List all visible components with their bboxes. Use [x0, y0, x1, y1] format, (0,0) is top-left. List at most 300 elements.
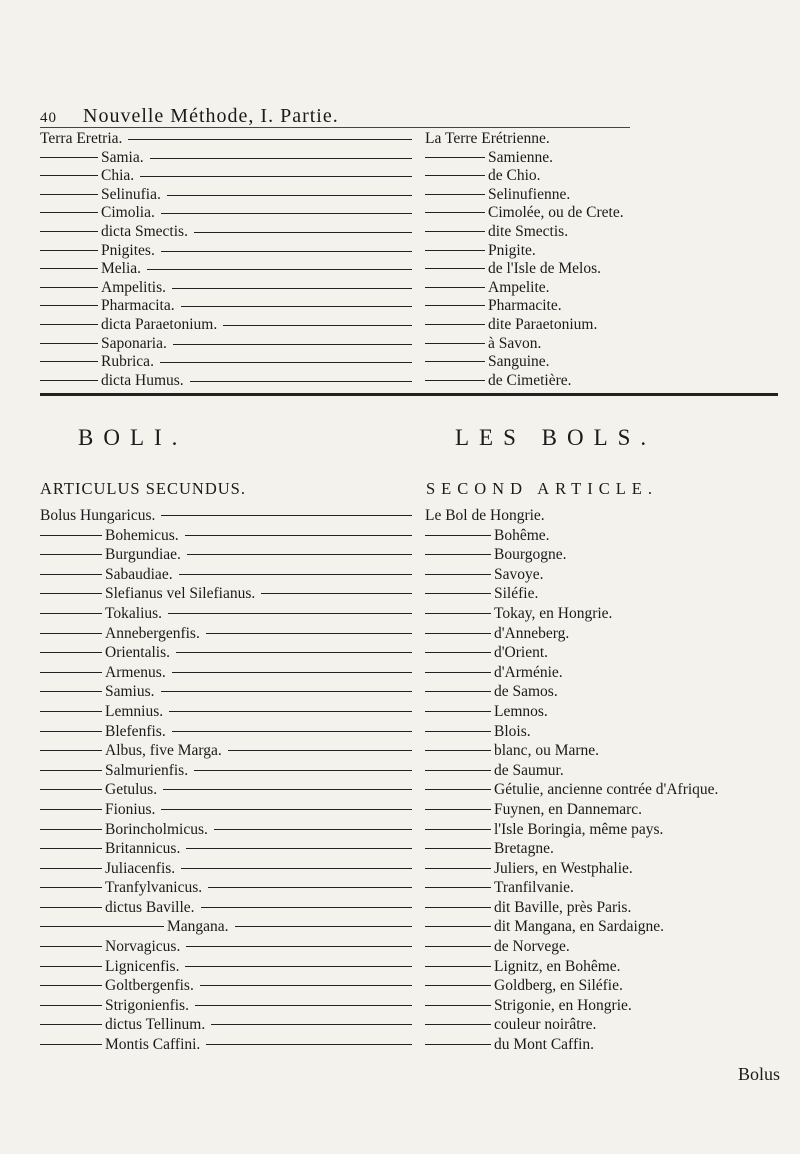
leader-fill [206, 633, 412, 634]
list-item [425, 1035, 795, 1055]
entry-text: Borincholmicus. [105, 820, 208, 838]
boli-list [40, 506, 412, 1055]
entry-text: Terra Eretria. [40, 130, 123, 147]
leader-dash [40, 305, 98, 306]
entry-text: Goldberg, en Siléfie. [494, 977, 623, 995]
leader-dash [425, 789, 491, 790]
leader-dash [425, 535, 491, 536]
leader-dash [425, 212, 485, 213]
leader-fill [161, 691, 412, 692]
entry-text: Orientalis. [105, 644, 170, 662]
leader-dash [425, 593, 491, 594]
leader-dash [40, 231, 98, 232]
entry-text: Saponaria. [101, 334, 167, 352]
entry-text: Cimolia. [101, 204, 155, 222]
leader-dash [40, 789, 102, 790]
leader-dash [425, 268, 485, 269]
leader-dash [425, 652, 491, 653]
leader-dash [40, 907, 102, 908]
entry-text: Tranfilvanie. [494, 879, 574, 897]
leader-dash [425, 194, 485, 195]
leader-fill [161, 251, 412, 252]
leader-dash [40, 175, 98, 176]
entry-text: Juliacenfis. [105, 859, 176, 877]
list-item [40, 167, 412, 186]
list-item [40, 741, 412, 761]
list-item [425, 526, 795, 546]
entry-text: d'Arménie. [494, 663, 563, 681]
leader-dash [40, 691, 102, 692]
entry-text: Juliers, en Westphalie. [494, 859, 633, 877]
leader-dash [425, 633, 491, 634]
list-item [40, 279, 412, 298]
list-item [40, 643, 412, 663]
list-item [425, 149, 761, 168]
list-item [425, 372, 761, 391]
list-item [40, 937, 412, 957]
leader-dash [40, 672, 102, 673]
leader-dash [425, 324, 485, 325]
leader-dash [425, 848, 491, 849]
list-item [425, 604, 795, 624]
leader-dash [425, 868, 491, 869]
leader-fill [161, 515, 412, 516]
leader-fill [163, 789, 412, 790]
entry-text: dicta Humus. [101, 371, 184, 389]
leader-fill [147, 269, 412, 270]
leader-dash [40, 848, 102, 849]
leader-fill [169, 711, 412, 712]
leader-fill [150, 158, 412, 159]
leader-dash [425, 691, 491, 692]
list-item [40, 242, 412, 261]
leader-fill [235, 926, 412, 927]
list-item [40, 260, 412, 279]
list-item [40, 702, 412, 722]
list-item [40, 297, 412, 316]
leader-dash [425, 305, 485, 306]
bols-list [425, 506, 795, 1055]
leader-dash [425, 946, 491, 947]
list-item [40, 663, 412, 683]
entry-text: Melia. [101, 260, 142, 278]
list-item [425, 839, 795, 859]
list-item [425, 859, 795, 879]
leader-fill [208, 887, 412, 888]
entry-text: de Saumur. [494, 761, 564, 779]
leader-dash [40, 809, 102, 810]
list-item [40, 722, 412, 742]
list-item [40, 820, 412, 840]
leader-fill [179, 574, 412, 575]
list-item [425, 204, 761, 223]
leader-fill [186, 946, 412, 947]
list-item [425, 186, 761, 205]
leader-dash [40, 613, 102, 614]
leader-dash [40, 380, 98, 381]
entry-text: Britannicus. [105, 840, 181, 858]
running-title: Nouvelle Méthode, I. Partie. [83, 105, 339, 127]
leader-dash [425, 809, 491, 810]
leader-dash [40, 887, 102, 888]
leader-dash [40, 829, 102, 830]
running-header [40, 105, 640, 127]
list-item [40, 316, 412, 335]
entry-text: Blefenfis. [105, 722, 166, 740]
leader-dash [40, 966, 102, 967]
leader-fill [181, 306, 412, 307]
entry-text: Rubrica. [101, 353, 154, 371]
boli-title: BOLI. [78, 425, 188, 450]
list-item [40, 372, 412, 391]
entry-text: Sanguine. [488, 353, 550, 371]
entry-text: Burgundiae. [105, 546, 181, 564]
entry-text: Samia. [101, 148, 144, 166]
leader-fill [167, 195, 412, 196]
leader-dash [40, 212, 98, 213]
leader-dash [425, 574, 491, 575]
leader-dash [40, 770, 102, 771]
entry-text: Ampelitis. [101, 278, 167, 296]
entry-text: Samienne. [488, 148, 553, 166]
list-item [40, 780, 412, 800]
list-item [40, 149, 412, 168]
entry-text: Ampelite. [488, 278, 550, 296]
entry-text: Fionius. [105, 800, 156, 818]
list-item [425, 297, 761, 316]
list-item [425, 545, 795, 565]
entry-text: Selinufia. [101, 185, 161, 203]
leader-dash [425, 985, 491, 986]
catchword: Bolus [738, 1064, 781, 1084]
list-item [40, 545, 412, 565]
leader-dash [425, 887, 491, 888]
leader-dash [40, 946, 102, 947]
leader-fill [172, 731, 412, 732]
list-item [425, 260, 761, 279]
leader-dash [425, 770, 491, 771]
entry-text: Norvagicus. [105, 938, 181, 956]
list-item [40, 682, 412, 702]
entry-text: Getulus. [105, 781, 158, 799]
list-item [40, 624, 412, 644]
leader-fill [201, 907, 412, 908]
leader-dash [425, 672, 491, 673]
leader-dash [425, 287, 485, 288]
entry-text: Albus, five Marga. [105, 742, 222, 760]
leader-dash [40, 731, 102, 732]
leader-fill [168, 613, 412, 614]
leader-dash [40, 1005, 102, 1006]
bols-subtitle: SECOND ARTICLE. [426, 479, 659, 498]
entry-text: dite Smectis. [488, 222, 569, 240]
leader-fill [261, 593, 412, 594]
leader-dash [40, 535, 102, 536]
list-item [40, 976, 412, 996]
list-item [40, 878, 412, 898]
entry-text: Chia. [101, 167, 135, 185]
leader-dash [425, 907, 491, 908]
section-divider [40, 393, 778, 396]
leader-dash [40, 926, 164, 927]
leader-fill [194, 232, 412, 233]
entry-text: Strigonie, en Hongrie. [494, 996, 632, 1014]
leader-fill [161, 213, 412, 214]
leader-fill [228, 750, 412, 751]
entry-text: Samius. [105, 683, 155, 701]
entry-text: La Terre Erétrienne. [425, 130, 550, 147]
list-item [425, 898, 795, 918]
list-item [40, 800, 412, 820]
leader-dash [425, 731, 491, 732]
leader-fill [200, 985, 412, 986]
leader-dash [40, 985, 102, 986]
leader-dash [40, 250, 98, 251]
list-item [425, 624, 795, 644]
entry-text: Blois. [494, 722, 531, 740]
entry-text: Strigonienfis. [105, 996, 189, 1014]
page-number: 40 [40, 110, 57, 126]
entry-text: Annebergenfis. [105, 624, 200, 642]
entry-text: blanc, ou Marne. [494, 742, 600, 760]
entry-text: Bohemicus. [105, 526, 179, 544]
list-item [40, 506, 412, 526]
entry-text: Lignitz, en Bohême. [494, 957, 621, 975]
entry-text: couleur noirâtre. [494, 1016, 597, 1034]
list-item [425, 996, 795, 1016]
list-item [40, 204, 412, 223]
entry-text: Sabaudiae. [105, 565, 173, 583]
leader-dash [40, 750, 102, 751]
leader-dash [425, 926, 491, 927]
entry-text: l'Isle Boringia, même pays. [494, 820, 664, 838]
leader-dash [425, 750, 491, 751]
leader-fill [128, 139, 412, 140]
leader-fill [140, 176, 412, 177]
leader-dash [40, 1024, 102, 1025]
leader-dash [425, 343, 485, 344]
entry-text: d'Anneberg. [494, 624, 570, 642]
list-item [425, 957, 795, 977]
leader-dash [40, 868, 102, 869]
list-item [40, 996, 412, 1016]
entry-text: Lemnos. [494, 702, 548, 720]
list-item [425, 820, 795, 840]
leader-fill [190, 381, 412, 382]
list-item [425, 878, 795, 898]
list-item [425, 976, 795, 996]
list-item [40, 335, 412, 354]
leader-fill [185, 966, 412, 967]
leader-dash [425, 175, 485, 176]
list-item [40, 859, 412, 879]
leader-dash [425, 966, 491, 967]
leader-fill [181, 868, 412, 869]
entry-text: dicta Smectis. [101, 222, 188, 240]
list-item [40, 761, 412, 781]
entry-text: Siléfie. [494, 585, 539, 603]
list-item [425, 643, 795, 663]
leader-dash [425, 613, 491, 614]
list-item [425, 1015, 795, 1035]
leader-fill [160, 362, 412, 363]
entry-text: Gétulie, ancienne contrée d'Afrique. [494, 781, 719, 799]
entry-text: Bretagne. [494, 840, 554, 858]
list-item [425, 761, 795, 781]
entry-text: Bohême. [494, 526, 550, 544]
entry-text: dicta Paraetonium. [101, 315, 218, 333]
entry-text: Tokalius. [105, 604, 163, 622]
entry-text: Pnigites. [101, 241, 155, 259]
header-rule [40, 127, 630, 128]
list-item [40, 917, 412, 937]
leader-dash [40, 268, 98, 269]
leader-dash [425, 554, 491, 555]
entry-text: Lemnius. [105, 702, 164, 720]
leader-dash [40, 194, 98, 195]
list-item [40, 526, 412, 546]
entry-text: Slefianus vel Silefianus. [105, 585, 256, 603]
list-item [425, 937, 795, 957]
leader-fill [172, 288, 412, 289]
bols-title: LES BOLS. [455, 425, 657, 450]
entry-text: Lignicenfis. [105, 957, 180, 975]
entry-text: Mangana. [167, 918, 229, 936]
leader-dash [425, 711, 491, 712]
entry-text: dictus Baville. [105, 898, 195, 916]
leader-fill [194, 770, 412, 771]
leader-fill [223, 325, 412, 326]
list-item [425, 506, 795, 526]
leader-fill [172, 672, 412, 673]
leader-dash [425, 250, 485, 251]
leader-dash [40, 343, 98, 344]
leader-dash [40, 633, 102, 634]
entry-text: Montis Caffini. [105, 1036, 201, 1054]
leader-dash [425, 1024, 491, 1025]
leader-dash [40, 652, 102, 653]
leader-dash [425, 380, 485, 381]
list-item [425, 316, 761, 335]
list-item [40, 584, 412, 604]
entry-text: Le Bol de Hongrie. [425, 507, 545, 524]
list-item [40, 223, 412, 242]
leader-fill [173, 344, 412, 345]
entry-text: à Savon. [488, 334, 542, 352]
leader-fill [186, 848, 412, 849]
list-item [40, 565, 412, 585]
entry-text: dictus Tellinum. [105, 1016, 206, 1034]
leader-dash [40, 554, 102, 555]
entry-text: Cimolée, ou de Crete. [488, 204, 624, 222]
entry-text: dit Mangana, en Sardaigne. [494, 918, 665, 936]
leader-dash [40, 574, 102, 575]
list-item [425, 663, 795, 683]
list-item [425, 682, 795, 702]
entry-text: de Cimetière. [488, 371, 572, 389]
list-item [425, 702, 795, 722]
boli-subtitle: ARTICULUS SECUNDUS. [40, 479, 246, 498]
entry-text: d'Orient. [494, 644, 549, 662]
entry-text: Selinufienne. [488, 185, 571, 203]
list-item [425, 242, 761, 261]
entry-text: de Norvege. [494, 938, 570, 956]
leader-dash [40, 361, 98, 362]
list-item [425, 130, 761, 149]
leader-fill [187, 554, 412, 555]
leader-dash [425, 361, 485, 362]
leader-dash [425, 157, 485, 158]
leader-dash [425, 829, 491, 830]
leader-fill [211, 1024, 412, 1025]
entry-text: Fuynen, en Dannemarc. [494, 800, 643, 818]
list-item [425, 167, 761, 186]
entry-text: Salmurienfis. [105, 761, 189, 779]
entry-text: Pharmacita. [101, 297, 175, 315]
leader-dash [40, 711, 102, 712]
leader-dash [425, 231, 485, 232]
entry-text: Tranfylvanicus. [105, 879, 203, 897]
list-item [425, 353, 761, 372]
entry-text: Armenus. [105, 663, 166, 681]
entry-text: de l'Isle de Melos. [488, 260, 601, 278]
list-item [40, 839, 412, 859]
list-item [40, 604, 412, 624]
leader-fill [185, 535, 412, 536]
leader-fill [161, 809, 412, 810]
list-item [425, 335, 761, 354]
list-item [40, 1015, 412, 1035]
leader-dash [425, 1044, 491, 1045]
list-item [425, 223, 761, 242]
entry-text: du Mont Caffin. [494, 1036, 595, 1054]
entry-text: Goltbergenfis. [105, 977, 194, 995]
list-item [40, 353, 412, 372]
list-item [425, 565, 795, 585]
entry-text: Bolus Hungaricus. [40, 507, 156, 524]
list-item [425, 741, 795, 761]
leader-dash [40, 157, 98, 158]
list-item [40, 186, 412, 205]
leader-dash [40, 324, 98, 325]
entry-text: de Samos. [494, 683, 558, 701]
entry-text: dite Paraetonium. [488, 315, 598, 333]
entry-text: Savoye. [494, 565, 544, 583]
leader-fill [176, 652, 412, 653]
leader-dash [40, 1044, 102, 1045]
list-item [425, 917, 795, 937]
list-item [425, 279, 761, 298]
list-item [425, 722, 795, 742]
list-item [425, 584, 795, 604]
leader-dash [40, 593, 102, 594]
terra-latin-column [40, 130, 412, 390]
leader-fill [214, 829, 412, 830]
leader-fill [195, 1005, 412, 1006]
entry-text: Bourgogne. [494, 546, 567, 564]
list-item [40, 130, 412, 149]
list-item [425, 800, 795, 820]
terra-french-column [425, 130, 761, 390]
entry-text: Pnigite. [488, 241, 536, 259]
list-item [40, 957, 412, 977]
leader-dash [40, 287, 98, 288]
entry-text: Tokay, en Hongrie. [494, 604, 613, 622]
entry-text: dit Baville, près Paris. [494, 898, 632, 916]
entry-text: Pharmacite. [488, 297, 562, 315]
list-item [40, 1035, 412, 1055]
list-item [40, 898, 412, 918]
